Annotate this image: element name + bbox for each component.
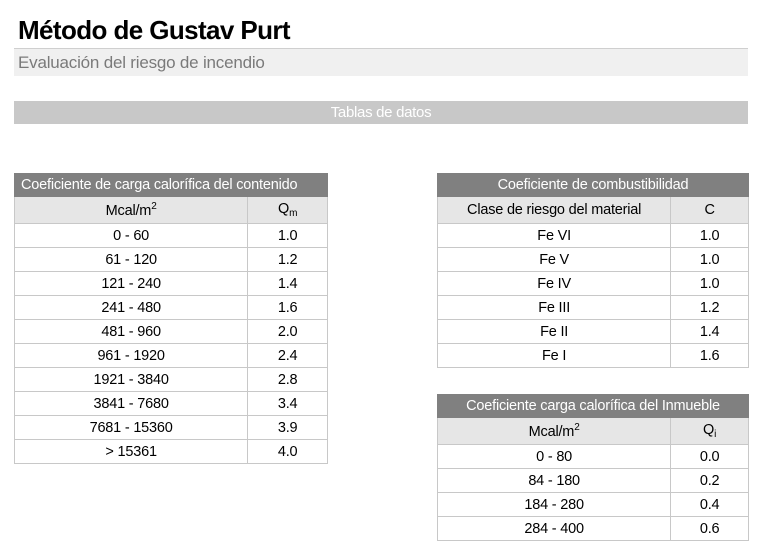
- contenido-range-cell: 241 - 480: [15, 296, 248, 320]
- contenido-value-cell: 1.6: [248, 296, 328, 320]
- inmueble-col-q-base: Q: [703, 422, 715, 438]
- page-title: Método de Gustav Purt: [18, 15, 290, 45]
- table-row: [438, 445, 749, 469]
- inmueble-header-row: [438, 418, 749, 445]
- combustibilidad-value-cell: 1.0: [671, 224, 749, 248]
- inmueble-range-cell: 84 - 180: [438, 469, 671, 493]
- combustibilidad-value-cell: 1.0: [671, 248, 749, 272]
- table-row: [15, 248, 328, 272]
- inmueble-value-cell: 0.6: [671, 517, 749, 541]
- inmueble-col-q-header: [671, 418, 749, 445]
- combustibilidad-clase-cell: Fe II: [438, 320, 671, 344]
- contenido-range-cell: 481 - 960: [15, 320, 248, 344]
- table-row: [438, 493, 749, 517]
- contenido-value-cell: 1.2: [248, 248, 328, 272]
- contenido-value-cell: 2.0: [248, 320, 328, 344]
- table-row: [438, 272, 749, 296]
- contenido-header-row: [15, 197, 328, 224]
- table-row: [438, 517, 749, 541]
- combustibilidad-table-title: Coeficiente de combustibilidad: [438, 174, 749, 197]
- combustibilidad-value-cell: 1.2: [671, 296, 749, 320]
- contenido-value-cell: 2.8: [248, 368, 328, 392]
- inmueble-col-q-sub: i: [714, 429, 717, 440]
- combustibilidad-clase-cell: Fe I: [438, 344, 671, 368]
- combustibilidad-value-cell: 1.6: [671, 344, 749, 368]
- contenido-range-cell: 7681 - 15360: [15, 416, 248, 440]
- table-row: [15, 368, 328, 392]
- inmueble-range-cell: 184 - 280: [438, 493, 671, 517]
- contenido-col-q-sub: m: [289, 208, 298, 219]
- contenido-value-cell: 1.4: [248, 272, 328, 296]
- table-row: [438, 224, 749, 248]
- contenido-range-cell: 3841 - 7680: [15, 392, 248, 416]
- contenido-range-cell: > 15361: [15, 440, 248, 464]
- combustibilidad-header-row: [438, 197, 749, 224]
- inmueble-table: [437, 394, 749, 541]
- table-row: [438, 320, 749, 344]
- inmueble-range-cell: 284 - 400: [438, 517, 671, 541]
- combustibilidad-clase-cell: Fe III: [438, 296, 671, 320]
- contenido-value-cell: 3.4: [248, 392, 328, 416]
- contenido-col-q-header: [248, 197, 328, 224]
- table-row: [438, 296, 749, 320]
- table-row: [15, 272, 328, 296]
- combustibilidad-value-cell: 1.0: [671, 272, 749, 296]
- inmueble-value-cell: 0.2: [671, 469, 749, 493]
- contenido-col-q-base: Q: [278, 201, 290, 217]
- contenido-col-mcal-header: [15, 197, 248, 224]
- contenido-value-cell: 1.0: [248, 224, 328, 248]
- table-row: [15, 440, 328, 464]
- page-subtitle: Evaluación del riesgo de incendio: [18, 53, 265, 72]
- contenido-col-mcal-base: Mcal/m: [105, 203, 152, 219]
- inmueble-value-cell: 0.0: [671, 445, 749, 469]
- combustibilidad-col-clase-header: Clase de riesgo del material: [438, 197, 671, 224]
- contenido-col-mcal-sup: 2: [151, 201, 157, 212]
- inmueble-value-cell: 0.4: [671, 493, 749, 517]
- combustibilidad-clase-cell: Fe IV: [438, 272, 671, 296]
- contenido-range-cell: 0 - 60: [15, 224, 248, 248]
- table-row: [15, 224, 328, 248]
- table-row: [15, 344, 328, 368]
- contenido-range-cell: 121 - 240: [15, 272, 248, 296]
- inmueble-col-mcal-header: [438, 418, 671, 445]
- contenido-value-cell: 3.9: [248, 416, 328, 440]
- inmueble-table-title: Coeficiente carga calorífica del Inmueble: [438, 395, 749, 418]
- inmueble-col-mcal-sup: 2: [574, 422, 580, 433]
- table-row: [15, 296, 328, 320]
- contenido-range-cell: 961 - 1920: [15, 344, 248, 368]
- table-row: [438, 344, 749, 368]
- combustibilidad-col-c-header: C: [671, 197, 749, 224]
- combustibilidad-clase-cell: Fe V: [438, 248, 671, 272]
- combustibilidad-value-cell: 1.4: [671, 320, 749, 344]
- section-title: Tablas de datos: [330, 104, 432, 121]
- section-header: [14, 101, 748, 124]
- contenido-table: [14, 173, 328, 464]
- subtitle-bar: [14, 48, 748, 76]
- contenido-range-cell: 61 - 120: [15, 248, 248, 272]
- table-row: [438, 248, 749, 272]
- combustibilidad-clase-cell: Fe VI: [438, 224, 671, 248]
- combustibilidad-table: [437, 173, 749, 368]
- inmueble-col-mcal-base: Mcal/m: [528, 424, 575, 440]
- table-row: [438, 469, 749, 493]
- contenido-value-cell: 2.4: [248, 344, 328, 368]
- contenido-value-cell: 4.0: [248, 440, 328, 464]
- table-row: [15, 392, 328, 416]
- table-row: [15, 320, 328, 344]
- contenido-range-cell: 1921 - 3840: [15, 368, 248, 392]
- contenido-table-title: Coeficiente de carga calorífica del contenido: [15, 174, 328, 197]
- inmueble-range-cell: 0 - 80: [438, 445, 671, 469]
- table-row: [15, 416, 328, 440]
